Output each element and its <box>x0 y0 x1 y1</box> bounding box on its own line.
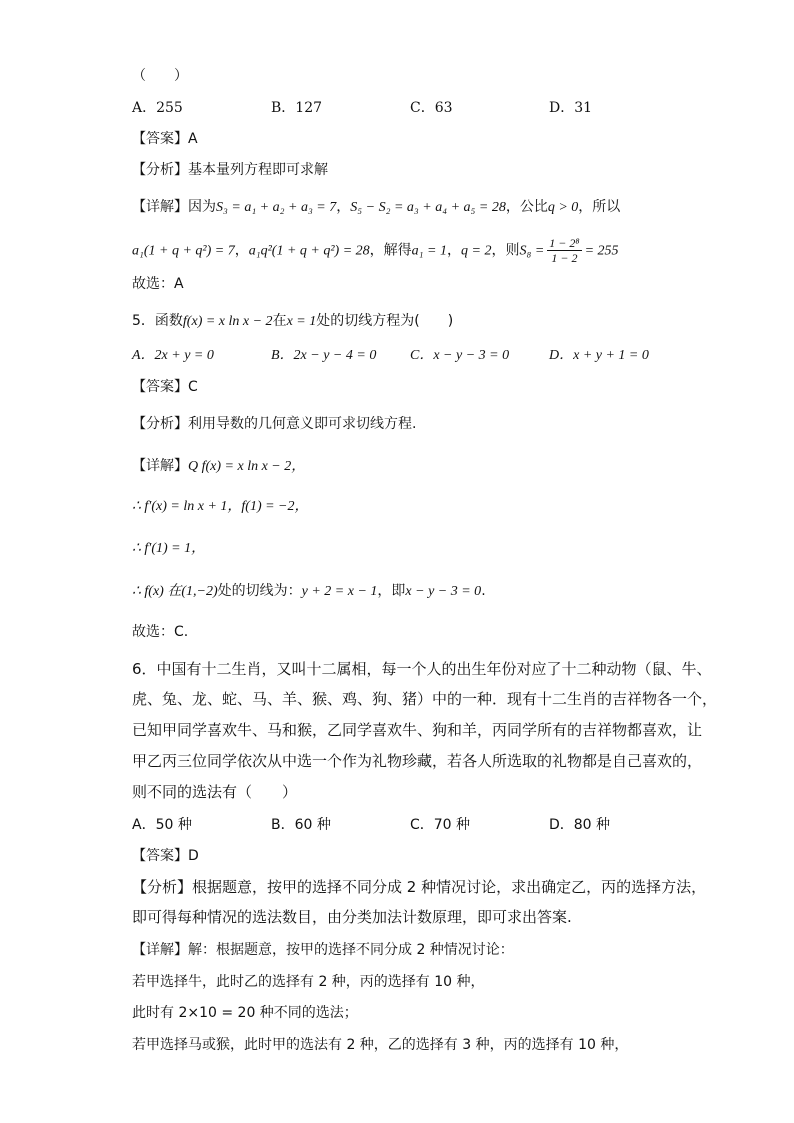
q6-stem-line-2: 虎、兔、龙、蛇、马、羊、猴、鸡、狗、猪）中的一种．现有十二生肖的吉祥物各一个， <box>132 690 718 708</box>
q4-option-b: B．127 <box>271 100 323 116</box>
q5-option-c: C．x − y − 3 = 0 <box>410 348 510 363</box>
q4-answer: 【答案】A <box>132 131 198 147</box>
q4-fraction-denominator: 1 − 2 <box>551 251 578 265</box>
q5-conclusion: 故选：C. <box>132 624 189 640</box>
q4-conclusion: 故选：A <box>132 276 184 292</box>
q4-comma-3: ， <box>447 242 461 259</box>
q4-formula-s5: S₅ − S₂ = a₃ + a₄ + a₅ = 28 <box>350 200 506 215</box>
q4-comma-2: ， <box>234 242 249 259</box>
q4-option-a: A．255 <box>132 100 183 116</box>
q5-detail-line-4 <box>132 581 486 602</box>
q6-stem-line-1: 6．中国有十二生肖，又叫十二属相，每一个人的出生年份对应了十二种动物（鼠、牛、 <box>132 660 712 678</box>
q5-point: x = 1 <box>286 314 317 329</box>
q5-number: 5．函数 <box>132 313 183 329</box>
q4-formula-s8: S₈ = <box>519 243 545 259</box>
q4-formula-s3: S₃ = a₁ + a₂ + a₃ = 7 <box>216 200 337 215</box>
q4-formula-eq2: a₁q²(1 + q + q²) = 28 <box>248 243 370 259</box>
q4-option-c: C．63 <box>410 100 453 116</box>
q5-stem <box>132 311 453 332</box>
q5-detail-line-2: ∴ f′(x) = ln x + 1，f(1) = −2， <box>132 499 309 514</box>
q5-detail-tag: 【详解】 <box>132 458 188 474</box>
q5-detail-formula-1: Q f(x) = x ln x − 2， <box>188 459 306 474</box>
q6-detail-line-3: 此时有 2×10 = 20 种不同的选法； <box>132 1005 358 1021</box>
q5-tangent-label: 处的切线为： <box>217 583 302 599</box>
q6-stem-line-4: 甲乙丙三位同学依次从中选一个作为礼物珍藏，若各人所选取的礼物都是自己喜欢的， <box>132 752 703 770</box>
q4-detail-line-1 <box>132 197 620 218</box>
q4-ratio-label: ，公比 <box>505 199 548 215</box>
q5-at: 在 <box>272 313 287 329</box>
q4-detail-text: 因为 <box>188 199 216 215</box>
q5-detail-line-3: ∴ f′(1) = 1， <box>132 541 206 556</box>
q5-analysis: 【分析】利用导数的几何意义即可求切线方程. <box>132 416 417 432</box>
q4-solve-label: ，解得 <box>369 242 412 259</box>
q4-fraction-numerator: 1 − 2⁸ <box>549 236 580 250</box>
q6-detail-line-4: 若甲选择马或猴，此时甲的选法有 2 种，乙的选择有 3 种，丙的选择有 10 种， <box>132 1037 629 1053</box>
q5-option-a: A．2x + y = 0 <box>132 348 214 363</box>
q5-option-b: B．2x − y − 4 = 0 <box>271 348 377 363</box>
q6-option-a: A．50 种 <box>132 817 192 833</box>
q4-formula-eq1: a₁(1 + q + q²) = 7 <box>132 243 235 259</box>
q6-detail-line-1: 【详解】解：根据题意，按甲的选择不同分成 2 种情况讨论： <box>132 942 514 958</box>
q6-option-c: C．70 种 <box>410 817 471 833</box>
q5-namely: ，即 <box>377 583 406 599</box>
q6-option-d: D．80 种 <box>549 817 611 833</box>
q6-analysis-line-2: 即可得每种情况的选法数目，由分类加法计数原理，即可求出答案. <box>132 908 572 926</box>
q4-so-label: ，所以 <box>578 199 621 215</box>
q6-answer: 【答案】D <box>132 848 199 864</box>
q5-tangent-fx: ∴ f(x) 在 <box>132 584 182 599</box>
q6-detail-line-2: 若甲选择牛，此时乙的选择有 2 种，丙的选择有 10 种， <box>132 974 485 990</box>
q6-stem-line-3: 已知甲同学喜欢牛、马和猴，乙同学喜欢牛、狗和羊，丙同学所有的吉祥物都喜欢，让 <box>132 721 703 739</box>
q5-answer: 【答案】C <box>132 379 198 395</box>
q4-then-label: ，则 <box>491 242 520 259</box>
q5-period: . <box>481 583 486 599</box>
q4-formula-result: = 255 <box>584 243 619 259</box>
q5-option-d: D．x + y + 1 = 0 <box>549 348 649 363</box>
q4-paren: （ ） <box>132 68 188 84</box>
q5-function: f(x) = x ln x − 2 <box>182 314 273 329</box>
q5-detail-line-1 <box>132 456 305 477</box>
q4-analysis: 【分析】基本量列方程即可求解 <box>132 162 328 178</box>
q4-formula-q: q > 0 <box>547 200 579 215</box>
q4-detail-line-2 <box>132 236 619 265</box>
q5-question: 处的切线方程为( ) <box>316 313 454 329</box>
q4-comma: ， <box>336 199 351 215</box>
q5-tangent-eq: y + 2 = x − 1 <box>301 584 378 599</box>
q6-option-b: B．60 种 <box>271 817 331 833</box>
q6-stem-line-5: 则不同的选法有（ ） <box>132 783 298 801</box>
q5-tangent-final: x − y − 3 = 0 <box>405 584 482 599</box>
q6-analysis-line-1: 【分析】根据题意，按甲的选择不同分成 2 种情况讨论，求出确定乙，丙的选择方法， <box>132 878 707 896</box>
q4-option-d: D．31 <box>549 100 593 116</box>
q4-fraction <box>547 236 581 265</box>
q4-formula-q2: q = 2 <box>461 243 492 259</box>
q4-detail-tag: 【详解】 <box>132 199 188 215</box>
q5-tangent-point: (1,−2) <box>181 584 218 599</box>
q4-formula-a1: a₁ = 1 <box>411 243 447 259</box>
